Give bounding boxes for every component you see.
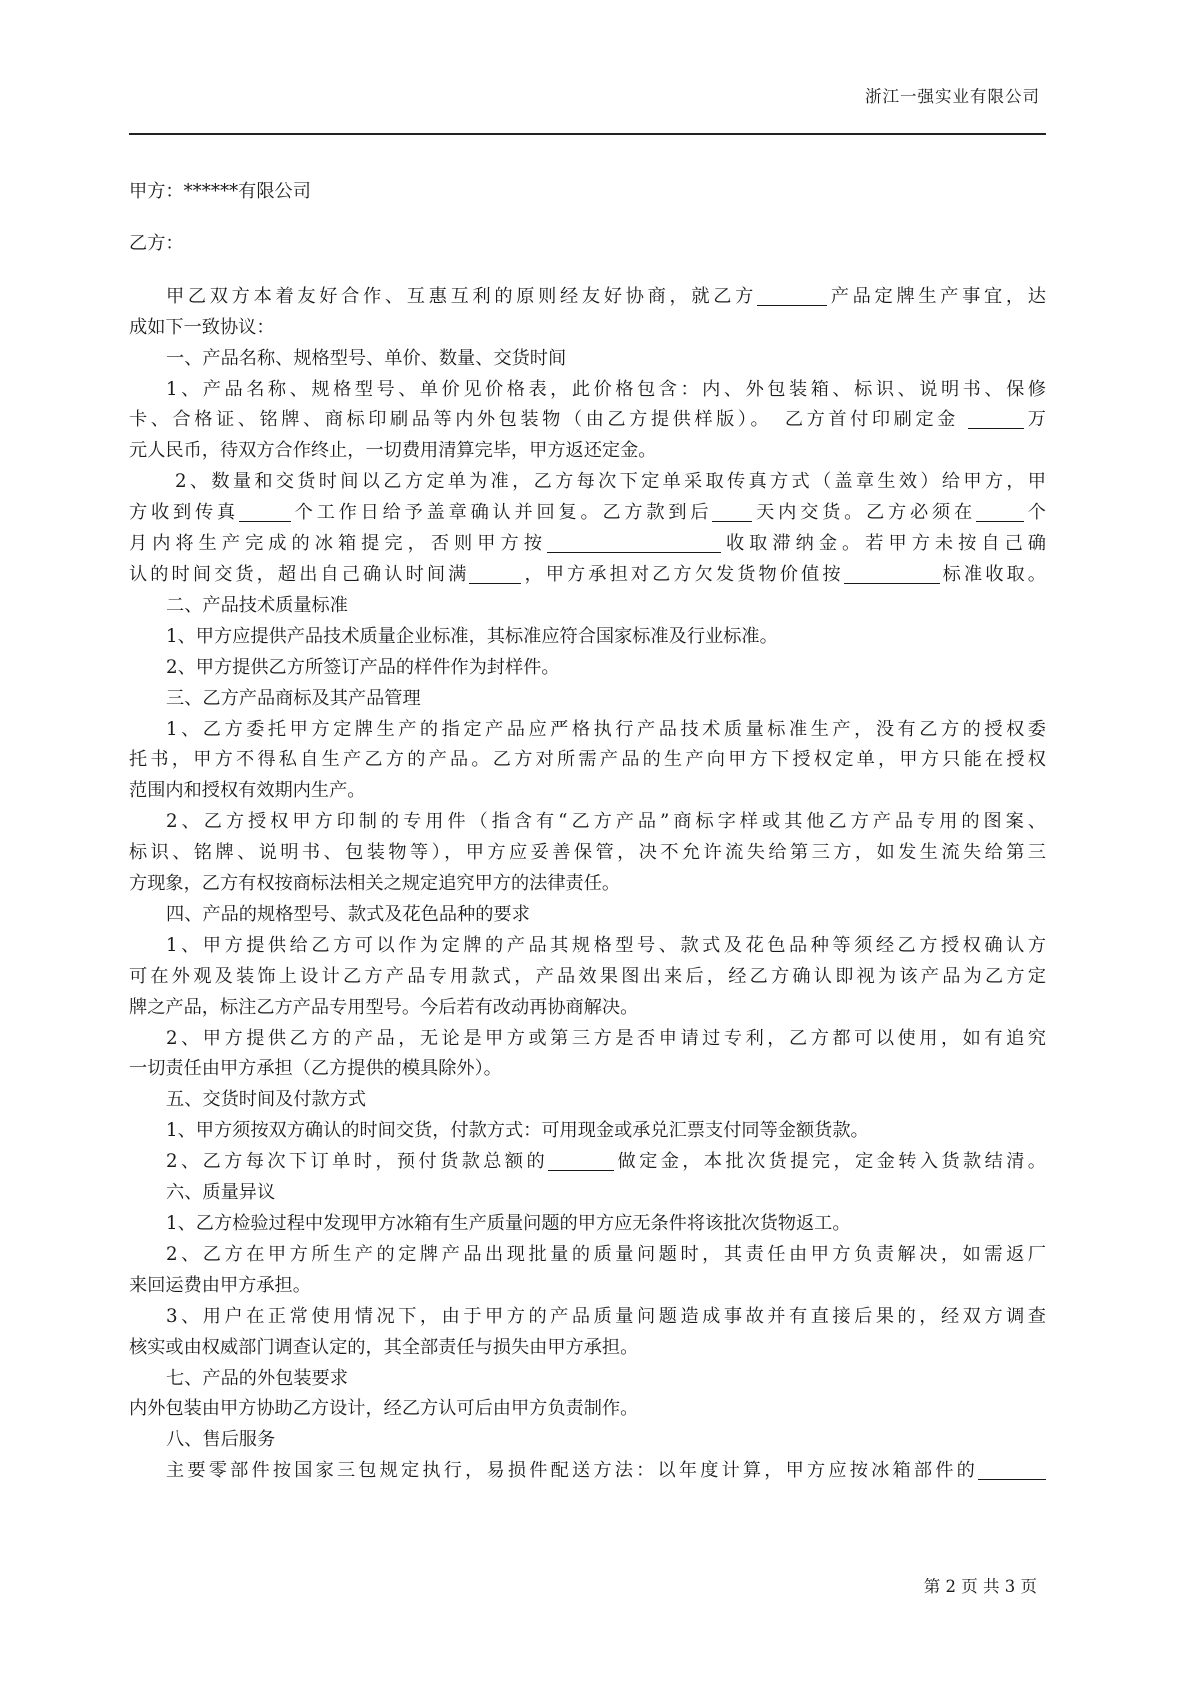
- header-divider: [129, 133, 1046, 135]
- overdue-period-blank[interactable]: [469, 564, 521, 584]
- clause-2-1: 1、甲方应提供产品技术质量企业标准，其标准应符合国家标准及行业标准。: [166, 625, 778, 647]
- product-name-blank[interactable]: [757, 286, 827, 306]
- intro-line-2: 成如下一致协议：: [129, 316, 275, 338]
- clause-2-2: 2、甲方提供乙方所签订产品的样件作为封样件。: [166, 656, 560, 678]
- clause-3-1-line-3: 范围内和授权有效期内生产。: [129, 780, 366, 802]
- section-heading-7: 七、产品的外包装要求: [166, 1367, 348, 1389]
- intro-line-1: 甲乙双方本着友好合作、互惠互利的原则经友好协商，就乙方 产品定牌生产事宜，达: [166, 285, 1046, 307]
- clause-4-1-line-1: 1、甲方提供给乙方可以作为定牌的产品其规格型号、款式及花色品种等须经乙方授权确认方: [166, 934, 1046, 956]
- party-a-line: 甲方：******有限公司: [129, 181, 311, 202]
- section-heading-4: 四、产品的规格型号、款式及花色品种的要求: [166, 903, 530, 925]
- clause-6-2-line-2: 来回运费由甲方承担。: [129, 1274, 311, 1296]
- clause-1-2-line-1: 2、数量和交货时间以乙方定单为准，乙方每次下定单采取传真方式（盖章生效）给甲方，甲: [175, 471, 1046, 493]
- section-heading-1: 一、产品名称、规格型号、单价、数量、交货时间: [166, 347, 567, 369]
- clause-3-2-line-2: 标识、铭牌、说明书、包装物等），甲方应妥善保管，决不允许流失给第三方，如发生流失给第三: [129, 842, 1046, 864]
- clause-4-2-line-2: 一切责任由甲方承担（乙方提供的模具除外）。: [129, 1058, 502, 1080]
- late-fee-blank[interactable]: [547, 533, 721, 553]
- parts-percent-blank[interactable]: [978, 1460, 1046, 1480]
- clause-4-1-line-3: 牌之产品，标注乙方产品专用型号。今后若有改动再协商解决。: [129, 996, 639, 1018]
- clause-3-1-line-2: 托书，甲方不得私自生产乙方的产品。乙方对所需产品的生产向甲方下授权定单，甲方只能在授权: [129, 749, 1046, 771]
- clause-1-1-line-2: 卡、合格证、铭牌、商标印刷品等内外包装物（由乙方提供样版）。 乙方首付印刷定金 万: [129, 409, 1046, 431]
- clause-7-1: 内外包装由甲方协助乙方设计，经乙方认可后由甲方负责制作。: [129, 1398, 639, 1420]
- printing-deposit-blank[interactable]: [968, 409, 1024, 429]
- clause-3-2-line-1: 2、乙方授权甲方印制的专用件（指含有“乙方产品”商标字样或其他乙方产品专用的图案、: [166, 811, 1046, 833]
- clause-5-2: 2、乙方每次下订单时，预付货款总额的 做定金，本批次货提完，定金转入货款结清。: [166, 1151, 1046, 1173]
- clause-6-1: 1、乙方检验过程中发现甲方冰箱有生产质量问题的甲方应无条件将该批次货物返工。: [166, 1213, 851, 1234]
- clause-8-1: 主要零部件按国家三包规定执行，易损件配送方法：以年度计算，甲方应按冰箱部件的: [129, 1456, 1046, 1487]
- clause-6-3-line-1: 3、用户在正常使用情况下，由于甲方的产品质量问题造成事故并有直接后果的，经双方调查: [166, 1305, 1046, 1327]
- clause-5-1: 1、甲方须按双方确认的时间交货，付款方式：可用现金或承兑汇票支付同等金额货款。: [166, 1120, 869, 1142]
- clause-6-3-line-2: 核实或由权威部门调查认定的，其全部责任与损失由甲方承担。: [129, 1336, 639, 1358]
- compensation-standard-blank[interactable]: [844, 564, 940, 584]
- party-b-line: 乙方：: [129, 232, 184, 254]
- clause-1-1-line-1: 1、产品名称、规格型号、单价见价格表，此价格包含：内、外包装箱、标识、说明书、保修: [166, 378, 1046, 400]
- document-body: [129, 177, 1046, 1487]
- confirm-days-blank[interactable]: [239, 502, 291, 522]
- clause-3-2-line-3: 方现象，乙方有权按商标法相关之规定追究甲方的法律责任。: [129, 873, 621, 895]
- clause-1-2-line-2: 方收到传真 个工作日给予盖章确认并回复。乙方款到后 天内交货。乙方必须在 个: [129, 502, 1046, 524]
- clause-1-2-line-3: 月内将生产完成的冰箱提完，否则甲方按 收取滞纳金。若甲方未按自己确: [129, 533, 1046, 555]
- clause-6-2-line-1: 2、乙方在甲方所生产的定牌产品出现批量的质量问题时，其责任由甲方负责解决，如需返厂: [166, 1243, 1046, 1265]
- clause-3-1-line-1: 1、乙方委托甲方定牌生产的指定产品应严格执行产品技术质量标准生产，没有乙方的授权委: [166, 718, 1046, 740]
- section-heading-6: 六、质量异议: [166, 1182, 276, 1204]
- clause-1-1-line-3: 元人民币，待双方合作终止，一切费用清算完毕，甲方返还定金。: [129, 440, 657, 462]
- page-number-footer: 第 2 页 共 3 页: [923, 1577, 1037, 1596]
- section-heading-5: 五、交货时间及付款方式: [166, 1089, 367, 1111]
- pickup-months-blank[interactable]: [976, 502, 1024, 522]
- section-heading-3: 三、乙方产品商标及其产品管理: [166, 687, 421, 709]
- deposit-percent-blank[interactable]: [548, 1151, 614, 1171]
- clause-4-1-line-2: 可在外观及装饰上设计乙方产品专用款式，产品效果图出来后，经乙方确认即视为该产品为乙方定: [129, 965, 1046, 987]
- delivery-days-blank[interactable]: [712, 502, 752, 522]
- header-company-name: 浙江一强实业有限公司: [865, 87, 1040, 106]
- section-heading-2: 二、产品技术质量标准: [166, 594, 348, 616]
- section-heading-8: 八、售后服务: [166, 1429, 276, 1451]
- clause-4-2-line-1: 2、甲方提供乙方的产品，无论是甲方或第三方是否申请过专利，乙方都可以使用，如有追究: [166, 1027, 1046, 1049]
- clause-1-2-line-4: 认的时间交货，超出自己确认时间满 ，甲方承担对乙方欠发货物价值按 标准收取。: [129, 563, 1046, 585]
